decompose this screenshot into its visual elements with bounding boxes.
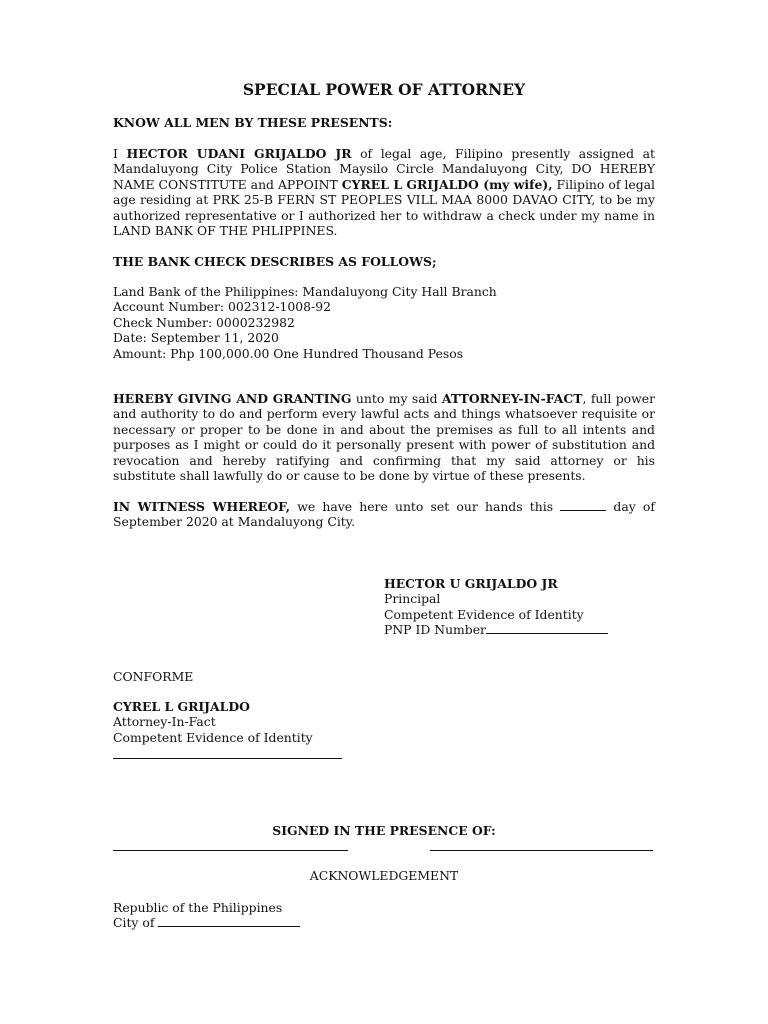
witness-1-signature-line: [113, 850, 348, 851]
acknowledgement-heading: ACKNOWLEDGEMENT: [309, 868, 459, 883]
para2-text-2: , full power and authority to do and perform every lawful acts and things whatsoever requisite or necessary or proper to be done in and about the premises as full to all intents and purposes as I might or could do it personally present with power of substitution and revocation and hereby ratifying and confirming that my said attorney or his substitute shall lawfully do or cause to be done by virtue of these presents.: [113, 391, 656, 484]
principal-name: HECTOR U GRIJALDO JR: [384, 576, 558, 591]
republic-line: Republic of the Philippines: [113, 900, 283, 915]
para1-text-1: I: [113, 146, 127, 161]
pnp-id-blank-line: [486, 632, 608, 634]
principal-role: Principal: [384, 591, 441, 607]
check-bank-line: Land Bank of the Philippines: Mandaluyong City Hall Branch: [113, 284, 497, 299]
attorney-name: CYREL L GRIJALDO: [113, 699, 250, 714]
check-heading: THE BANK CHECK DESCRIBES AS FOLLOWS;: [113, 254, 437, 269]
document-title: SPECIAL POWER OF ATTORNEY: [242, 80, 526, 99]
para3-text-1: we have here unto set our hands this: [290, 499, 561, 514]
check-details: [113, 284, 655, 361]
conforme-label: CONFORME: [113, 669, 194, 684]
principal-full-name: HECTOR UDANI GRIJALDO JR: [126, 146, 352, 161]
pnp-id-label: PNP ID Number: [384, 622, 486, 638]
granting-paragraph: [113, 391, 655, 483]
check-account-line: Account Number: 002312-1008-92: [113, 299, 332, 315]
venue-block: [113, 900, 413, 931]
pnp-id-row: [384, 622, 644, 637]
check-date-line: Date: September 11, 2020: [113, 330, 279, 346]
principal-signature-block: [384, 576, 644, 638]
city-blank-line: [158, 925, 300, 927]
check-amount-line: Amount: Php 100,000.00 One Hundred Thousand Pesos: [113, 345, 464, 361]
intro-heading: KNOW ALL MEN BY THESE PRESENTS:: [113, 115, 393, 130]
para2-text-1: unto my said: [351, 391, 442, 406]
attorney-full-name: CYREL L GRIJALDO (my wife),: [341, 176, 553, 192]
granting-lead: HEREBY GIVING AND GRANTING: [113, 391, 352, 406]
signed-in-presence-heading: SIGNED IN THE PRESENCE OF:: [272, 823, 496, 838]
attorney-role: Attorney-In-Fact: [113, 714, 216, 730]
attorney-signature-line: [113, 758, 342, 759]
witness-paragraph: [113, 499, 655, 530]
para3-text-2: day of September 2020 at Mandaluyong City.: [113, 499, 655, 530]
city-row: [113, 915, 413, 930]
day-blank-line: [560, 509, 606, 511]
city-label: City of: [113, 915, 159, 931]
para1-text-2: of legal age, Filipino presently assigned at Mandaluyong City Police Station Maysilo Circle Mandaluyong City, DO HEREBY NAME CONSTITUTE and APPOINT: [113, 146, 655, 192]
attorney-evidence-label: Competent Evidence of Identity: [113, 729, 313, 745]
principal-evidence-label: Competent Evidence of Identity: [384, 606, 584, 622]
attorney-signature-block: [113, 699, 373, 745]
para1-text-3: Filipino of legal age residing at PRK 25-B FERN ST PEOPLES VILL MAA 8000 DAVAO CITY, to be my authorized representative or I authorized her to withdraw a check under my name in LAND BANK OF THE PHLIPPINES.: [113, 176, 655, 239]
appointment-paragraph: [113, 146, 655, 238]
check-number-line: Check Number: 0000232982: [113, 314, 295, 330]
attorney-in-fact-term: ATTORNEY-IN-FACT: [441, 391, 583, 406]
witness-lead: IN WITNESS WHEREOF,: [113, 499, 291, 514]
witness-2-signature-line: [430, 850, 653, 851]
